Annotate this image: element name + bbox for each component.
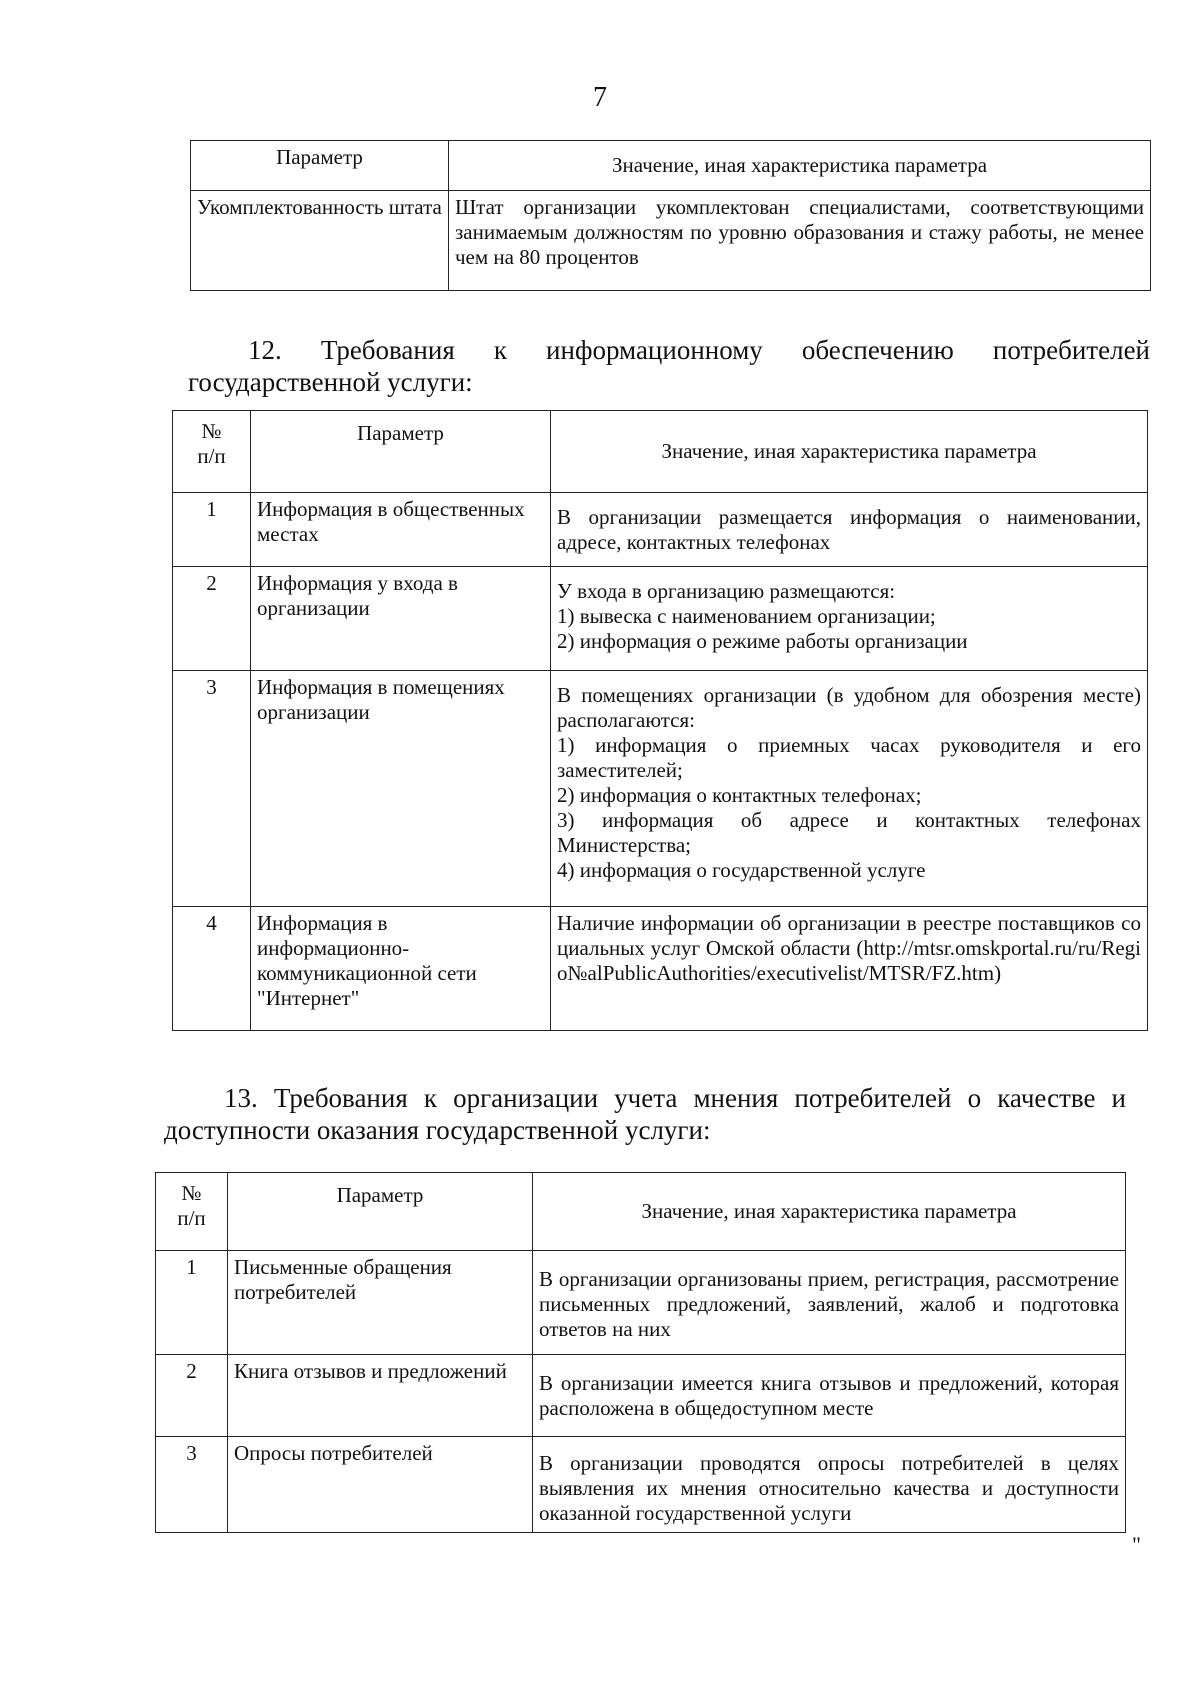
value-cell: В организации проводятся опросы потребителей в целях выявления их мнения относительно качества и доступности оказанной государственной услуги (533, 1437, 1126, 1533)
closing-quote: " (1132, 1532, 1141, 1557)
information-table (172, 410, 1148, 1031)
value-cell: В организации имеется книга отзывов и предложений, которая расположена в общедоступном месте (533, 1355, 1126, 1437)
row-number: 1 (173, 493, 251, 567)
table-row (191, 191, 1151, 291)
value-cell: Штат организации укомплектован специалистами, соответствующими занимаемым должностям по уровню образования и стажу работы, не менее чем на 80 процентов (449, 191, 1151, 291)
table-row (156, 1355, 1126, 1437)
section-12-heading: 12. Требования к информационному обеспечению потребителей государственной услуги: (188, 335, 1150, 397)
param-cell: Опросы потребителей (228, 1437, 533, 1533)
num-header: № п/п (156, 1173, 228, 1251)
section-13-heading: 13. Требования к организации учета мнения потребителей о качестве и доступности оказания государственной услуги: (164, 1083, 1126, 1145)
value-header: Значение, иная характеристика параметра (533, 1173, 1126, 1251)
feedback-table (155, 1172, 1126, 1533)
param-header: Параметр (228, 1173, 533, 1251)
param-cell: Информация в общественных местах (251, 493, 551, 567)
value-cell: В организации организованы прием, регистрация, рассмотрение письменных предложений, заявлений, жалоб и подготовка ответов на них (533, 1251, 1126, 1355)
table-header-row (173, 411, 1148, 493)
row-number: 4 (173, 907, 251, 1031)
value-cell: В помещениях организации (в удобном для обозрения месте) располагаются: 1) информация о приемных часах руководителя и его заместителей; 2) информация о контактных телефонах; 3) информация об адресе и контактных телефонах Министерства; 4) информация о государственной услуге (551, 671, 1148, 907)
table-row (156, 1437, 1126, 1533)
value-cell: В организации размещается информация о наименовании, адресе, контактных телефонах (551, 493, 1148, 567)
param-cell: Укомплектованность штата (191, 191, 449, 291)
table-row (173, 493, 1148, 567)
table-row (173, 671, 1148, 907)
table-row (173, 907, 1148, 1031)
value-cell: У входа в организацию размещаются: 1) вывеска с наименованием организации; 2) информация о режиме работы организации (551, 567, 1148, 671)
table-header-row (191, 141, 1151, 191)
param-header: Параметр (251, 411, 551, 493)
row-number: 2 (156, 1355, 228, 1437)
param-cell: Информация в информационно-коммуникационной сети "Интернет" (251, 907, 551, 1031)
row-number: 3 (173, 671, 251, 907)
num-header: № п/п (173, 411, 251, 493)
value-cell: Наличие информации об организации в реестре поставщиков социальных услуг Омской области (http://mtsr.omskportal.ru/ru/Regio№alPublicAuthorities/executivelist/MTSR/FZ.htm) (551, 907, 1148, 1031)
table-row (156, 1251, 1126, 1355)
value-header: Значение, иная характеристика параметра (551, 411, 1148, 493)
param-cell: Информация у входа в организации (251, 567, 551, 671)
param-cell: Письменные обращения потребителей (228, 1251, 533, 1355)
param-cell: Книга отзывов и предложений (228, 1355, 533, 1437)
row-number: 1 (156, 1251, 228, 1355)
table-header-row (156, 1173, 1126, 1251)
row-number: 3 (156, 1437, 228, 1533)
staffing-table (190, 140, 1151, 291)
page-number: 7 (593, 82, 607, 113)
row-number: 2 (173, 567, 251, 671)
param-header: Параметр (191, 141, 449, 191)
table-row (173, 567, 1148, 671)
value-header: Значение, иная характеристика параметра (449, 141, 1151, 191)
param-cell: Информация в помещениях организации (251, 671, 551, 907)
